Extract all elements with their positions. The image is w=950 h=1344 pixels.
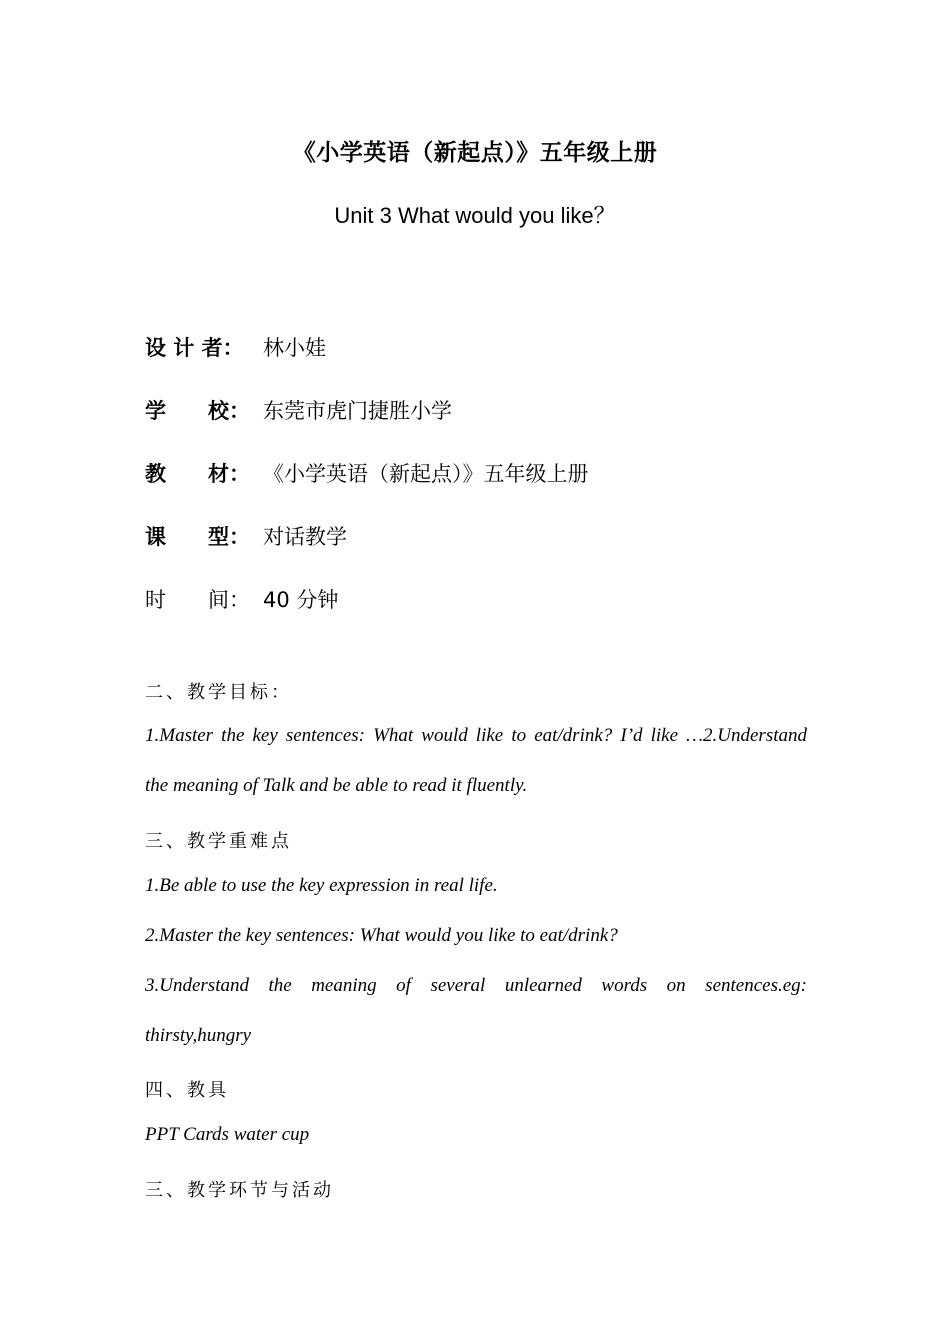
info-row-textbook xyxy=(145,458,589,488)
objectives-heading: 二、教学目标： xyxy=(145,682,292,703)
info-label: 学 校： xyxy=(145,399,250,423)
info-row-school xyxy=(145,395,452,425)
info-value: 东莞市虎门捷胜小学 xyxy=(263,399,452,423)
info-value: 林小娃 xyxy=(263,336,326,360)
info-row-time xyxy=(145,584,338,614)
activities-heading: 三、教学环节与活动 xyxy=(145,1180,334,1201)
info-label: 课 型： xyxy=(145,525,250,549)
key-point-1: 1.Be able to use the key expression in real life. xyxy=(145,875,498,896)
info-label: 设 计 者： xyxy=(145,336,244,360)
key-points-heading: 三、教学重难点 xyxy=(145,831,292,852)
info-value: 40 分钟 xyxy=(263,588,339,612)
document-subtitle: Unit 3 What would you like？ xyxy=(334,203,616,228)
aids-text: PPT Cards water cup xyxy=(145,1124,310,1145)
document-title: 《小学英语（新起点）》五年级上册 xyxy=(292,140,658,166)
objectives-text-line2: the meaning of Talk and be able to read it fluently. xyxy=(145,775,528,796)
key-point-2: 2.Master the key sentences: What would you like to eat/drink? xyxy=(145,925,618,946)
aids-heading: 四、教具 xyxy=(145,1080,229,1101)
info-value: 对话教学 xyxy=(263,525,347,549)
info-value: 《小学英语（新起点）》五年级上册 xyxy=(263,462,589,486)
info-label: 教 材： xyxy=(145,462,250,486)
info-row-designer xyxy=(145,332,326,362)
key-point-3-line2: thirsty,hungry xyxy=(145,1025,252,1046)
key-point-3-line1: 3.Understand the meaning of several unlearned words on sentences.eg: xyxy=(145,975,807,996)
objectives-text-line1: 1.Master the key sentences: What would like to eat/drink? I’d like …2.Understand xyxy=(145,725,807,746)
info-row-lesson-type xyxy=(145,521,347,551)
info-label: 时 间： xyxy=(145,588,250,612)
